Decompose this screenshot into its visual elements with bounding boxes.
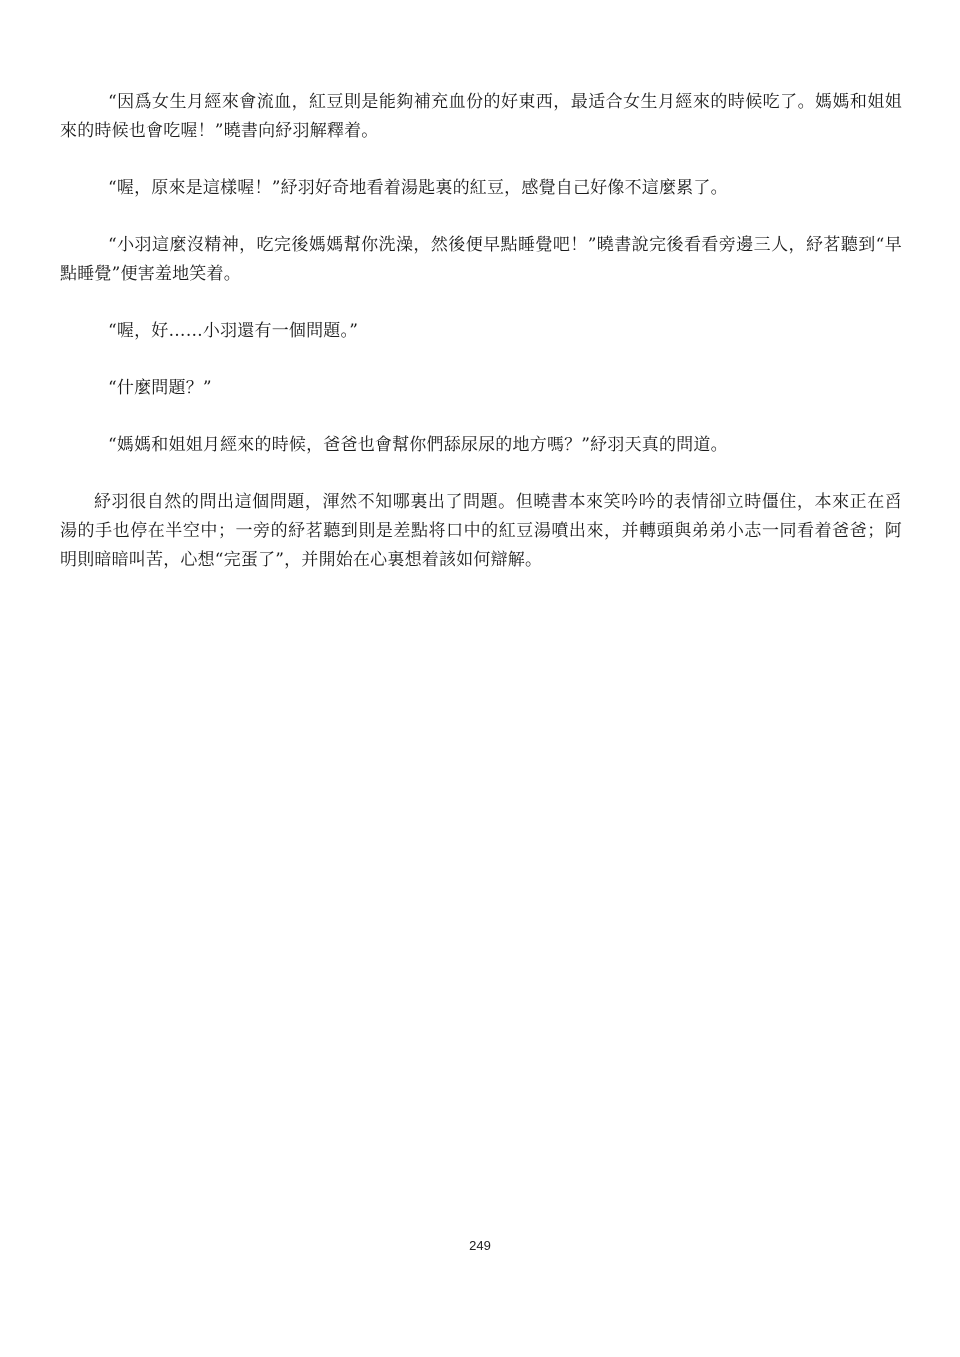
body-text bbox=[60, 88, 902, 603]
paragraph-2: “喔，原來是這樣喔！”紓羽好奇地看着湯匙裏的紅豆，感覺自己好像不這麼累了。 bbox=[108, 178, 728, 198]
page-number: 249 bbox=[469, 1238, 491, 1253]
paragraph-6: “媽媽和姐姐月經來的時候，爸爸也會幫你們舔尿尿的地方嗎？”紓羽天真的問道。 bbox=[108, 435, 728, 455]
paragraph-4: “喔，好……小羽還有一個問題。” bbox=[108, 321, 359, 341]
paragraph-5: “什麼問題？” bbox=[108, 378, 212, 398]
paragraph-1: “因爲女生月經來會流血，紅豆則是能夠補充血份的好東西，最适合女生月經來的時候吃了。媽媽和姐姐來的時候也會吃喔！”曉書向紓羽解釋着。 bbox=[60, 92, 902, 141]
paragraph-7: 紓羽很自然的問出這個問題，渾然不知哪裏出了問題。但曉書本來笑吟吟的表情卻立時僵住，本來正在舀湯的手也停在半空中；一旁的紓茗聽到則是差點将口中的紅豆湯噴出來，并轉頭與弟弟小志一同看着爸爸；阿明則暗暗叫苦，心想“完蛋了”，并開始在心裏想着該如何辯解。 bbox=[60, 492, 902, 570]
paragraph-3: “小羽這麼沒精神，吃完後媽媽幫你洗澡，然後便早點睡覺吧！”曉書說完後看看旁邊三人，紓茗聽到“早點睡覺”便害羞地笑着。 bbox=[60, 235, 902, 284]
